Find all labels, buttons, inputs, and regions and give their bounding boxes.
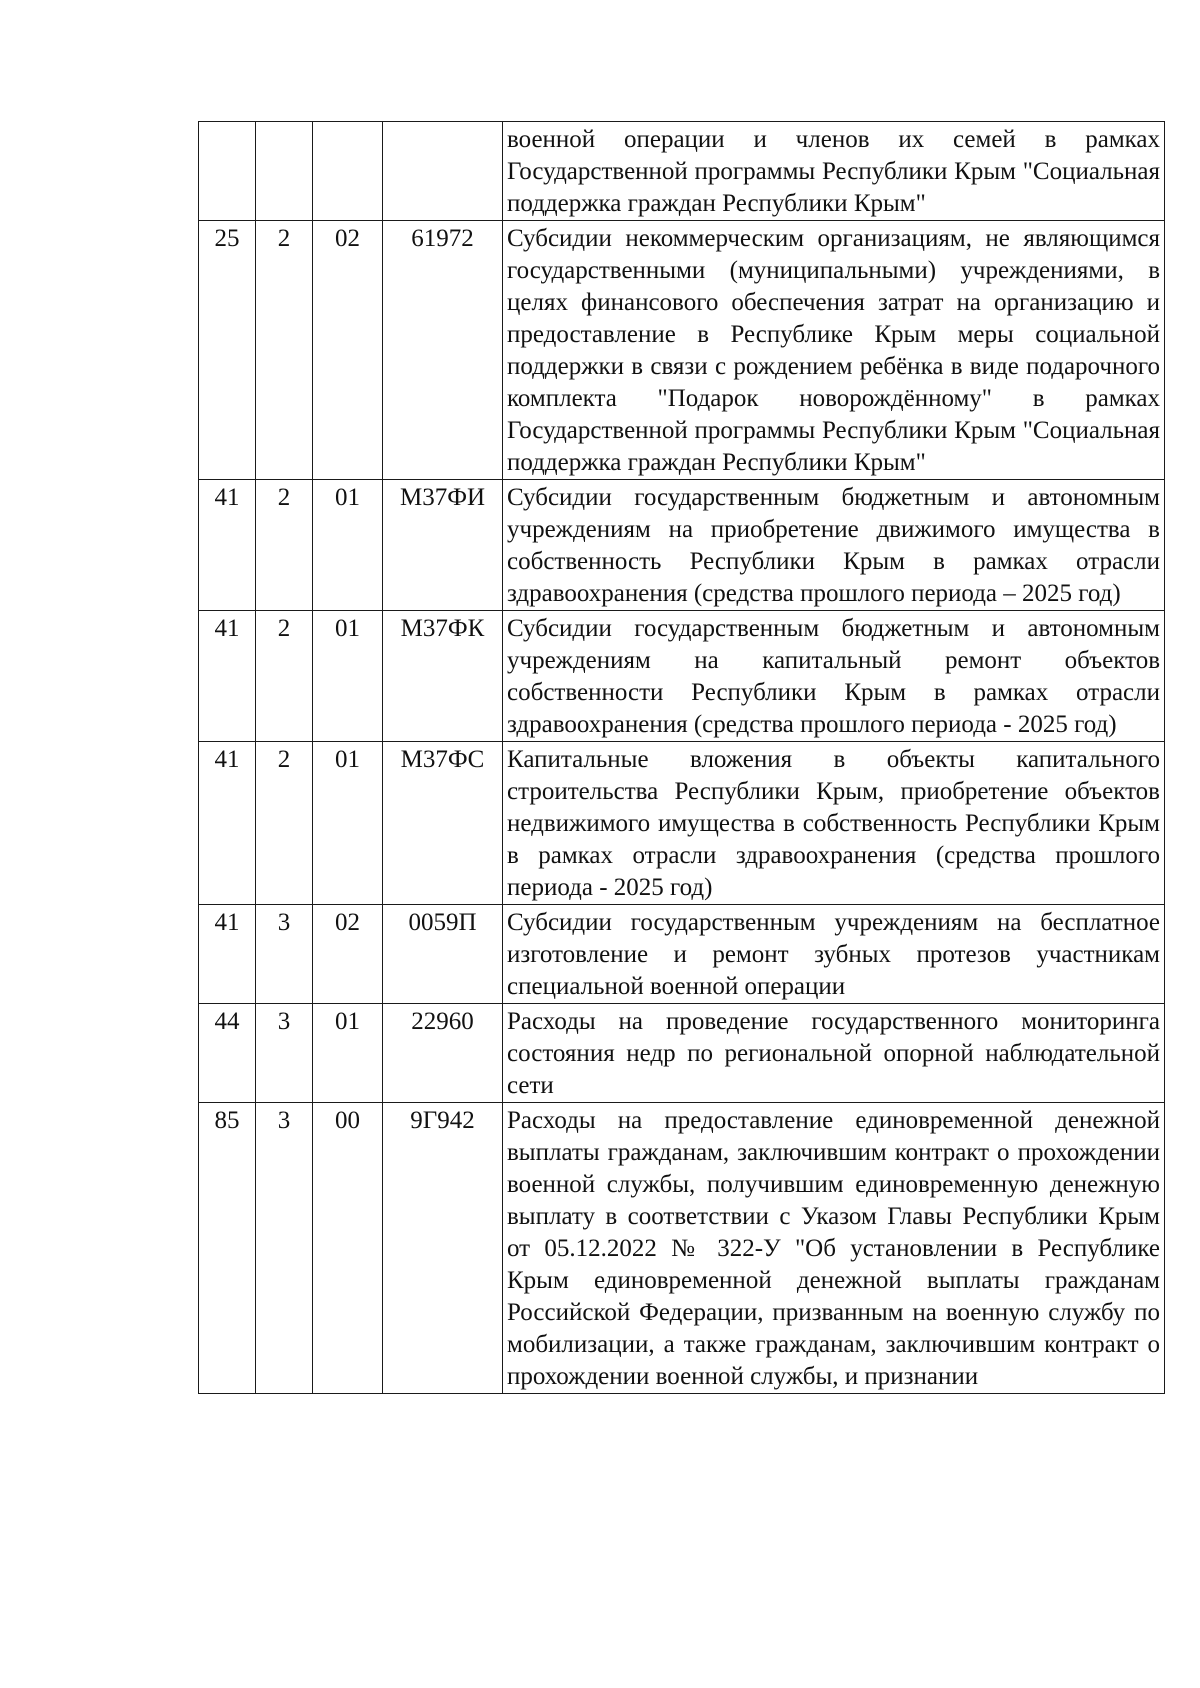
row-description: Капитальные вложения в объекты капитального строительства Республики Крым, приобретение объектов недвижимого имущества в собственность Республики Крым в рамках отрасли здравоохранения (средства прошлого периода - 2025 год): [503, 742, 1165, 905]
code-part-2: 3: [256, 1103, 313, 1394]
table-row: [199, 905, 1165, 1004]
code-part-3: 01: [313, 1004, 383, 1103]
code-part-4: М37ФИ: [383, 480, 503, 611]
row-description: Расходы на предоставление единовременной денежной выплаты гражданам, заключившим контракт о прохождении военной службы, получившим единовременную денежную выплату в соответствии с Указом Главы Республики Крым от 05.12.2022 № 322-У "Об установлении в Республике Крым единовременной денежной выплаты гражданам Российской Федерации, призванным на военную службу по мобилизации, а также гражданам, заключившим контракт о прохождении военной службы, и признании: [503, 1103, 1165, 1394]
table-row: [199, 1103, 1165, 1394]
code-part-2: 2: [256, 221, 313, 480]
table-row: [199, 742, 1165, 905]
row-description: Субсидии некоммерческим организациям, не являющимся государственными (муниципальными) учреждениями, в целях финансового обеспечения затрат на организацию и предоставление в Республике Крым меры социальной поддержки в связи с рождением ребёнка в виде подарочного комплекта "Подарок новорождённому" в рамках Государственной программы Республики Крым "Социальная поддержка граждан Республики Крым": [503, 221, 1165, 480]
code-part-4: М37ФК: [383, 611, 503, 742]
code-part-4: 9Г942: [383, 1103, 503, 1394]
code-part-3: 01: [313, 611, 383, 742]
code-part-1: 41: [199, 905, 256, 1004]
code-part-3: [313, 122, 383, 221]
code-part-1: 44: [199, 1004, 256, 1103]
table-row: [199, 611, 1165, 742]
code-part-2: 2: [256, 480, 313, 611]
table-row: [199, 480, 1165, 611]
code-part-2: 2: [256, 742, 313, 905]
code-part-1: 41: [199, 480, 256, 611]
code-part-3: 02: [313, 221, 383, 480]
code-part-1: [199, 122, 256, 221]
code-part-1: 25: [199, 221, 256, 480]
code-part-2: 3: [256, 905, 313, 1004]
code-part-4: 22960: [383, 1004, 503, 1103]
code-part-2: [256, 122, 313, 221]
code-part-4: 0059П: [383, 905, 503, 1004]
code-part-2: 3: [256, 1004, 313, 1103]
code-part-3: 02: [313, 905, 383, 1004]
row-description: Субсидии государственным бюджетным и автономным учреждениям на капитальный ремонт объектов собственности Республики Крым в рамках отрасли здравоохранения (средства прошлого периода - 2025 год): [503, 611, 1165, 742]
code-part-1: 41: [199, 742, 256, 905]
row-description: Субсидии государственным бюджетным и автономным учреждениям на приобретение движимого имущества в собственность Республики Крым в рамках отрасли здравоохранения (средства прошлого периода – 2025 год): [503, 480, 1165, 611]
code-part-4: [383, 122, 503, 221]
budget-classification-table: [198, 121, 1165, 1394]
code-part-4: 61972: [383, 221, 503, 480]
code-part-1: 41: [199, 611, 256, 742]
table-row: [199, 122, 1165, 221]
code-part-4: М37ФС: [383, 742, 503, 905]
table-row: [199, 221, 1165, 480]
code-part-2: 2: [256, 611, 313, 742]
row-description: Расходы на проведение государственного мониторинга состояния недр по региональной опорной наблюдательной сети: [503, 1004, 1165, 1103]
code-part-3: 01: [313, 742, 383, 905]
table-row: [199, 1004, 1165, 1103]
code-part-3: 00: [313, 1103, 383, 1394]
code-part-3: 01: [313, 480, 383, 611]
code-part-1: 85: [199, 1103, 256, 1394]
row-description: Субсидии государственным учреждениям на бесплатное изготовление и ремонт зубных протезов участникам специальной военной операции: [503, 905, 1165, 1004]
row-description: военной операции и членов их семей в рамках Государственной программы Республики Крым "Социальная поддержка граждан Республики Крым": [503, 122, 1165, 221]
